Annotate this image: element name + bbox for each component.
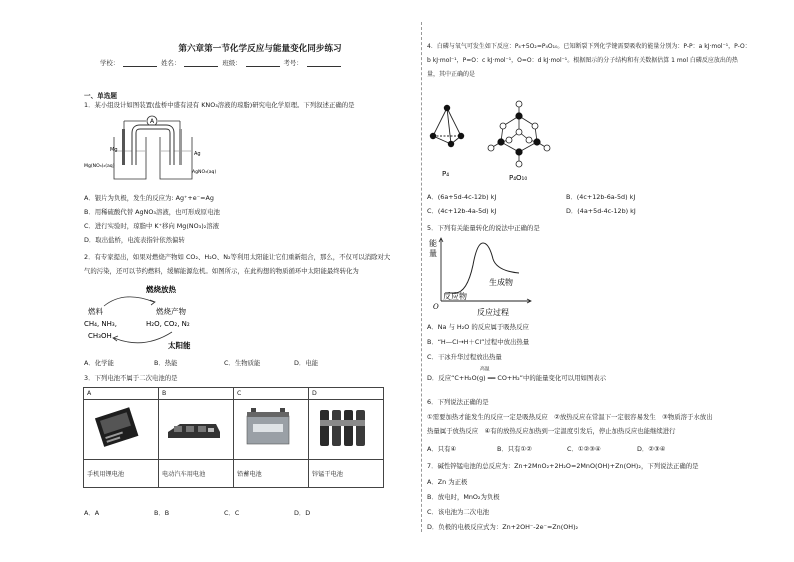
q4-option-c[interactable]: C．(4c+12b-4a-5d) kJ <box>427 207 497 215</box>
q2-option-c[interactable]: C．生物质能 <box>224 359 261 367</box>
q2-option-b[interactable]: B．热能 <box>154 359 178 367</box>
ag-electrode <box>179 129 182 165</box>
q1-option-a[interactable]: A．银片为负极，发生的反应为: Ag⁺+e⁻=Ag <box>84 194 214 202</box>
q7-option-d[interactable]: D．负极的电极反应式为：Zn+2OH⁻-2e⁻=Zn(OH)₂ <box>427 523 579 531</box>
q4-option-a[interactable]: A．(6a+5d-4c-12b) kJ <box>427 193 497 201</box>
q3-image-c <box>234 400 309 460</box>
q3-option-b[interactable]: B．B <box>154 509 170 517</box>
q3-letter-a: A <box>84 388 159 400</box>
q2-stem-line2: 气的污染，还可以节约燃料，缓解能源危机。如图所示，在此构想的物质循环中太阳能最终转化为 <box>84 267 359 275</box>
q6-line2: 热量属于放热反应 ④有的放热反应加热到一定温度引发后，停止加热反应也能继续进行 <box>427 427 676 435</box>
q4-option-b[interactable]: B．(4c+12b-6a-5d) kJ <box>566 193 636 201</box>
q3-letter-d: D <box>309 388 384 400</box>
left-beaker <box>114 137 146 179</box>
product-formula: H₂O, CO₂, N₂ <box>146 320 190 328</box>
q3-option-c[interactable]: C．C <box>224 509 240 517</box>
fuel-formula-1: CH₄, NH₃, <box>84 320 117 328</box>
phone-battery-icon <box>87 402 147 452</box>
right-solution-label: AgNO₃(aq) <box>192 170 217 175</box>
q5-option-c[interactable]: C．干冰升华过程放出热量 <box>427 353 502 361</box>
q7-stem: 7．碱性锌锰电池的总反应为：Zn+2MnO₂+2H₂O=2MnO(OH)+Zn(OH)₂，下列说法正确的是 <box>427 462 699 470</box>
y-axis-label-2: 量 <box>429 249 437 258</box>
q2-options <box>84 358 364 367</box>
q3-image-a <box>84 400 159 460</box>
q1-option-d[interactable]: D．取出盐桥，电流表指针依然偏转 <box>84 236 185 244</box>
lead-acid-battery-icon <box>237 402 297 452</box>
student-info-row <box>100 58 420 67</box>
q6-stem: 6．下列说法正确的是 <box>427 398 489 406</box>
cycle-bottom-label: 太阳能 <box>168 341 191 350</box>
q3-caption-c: 铅蓄电池 <box>234 460 309 488</box>
q6-option-d[interactable]: D．②③④ <box>637 445 666 453</box>
q3-letter-c: C <box>234 388 309 400</box>
reactant-label: 反应物 <box>443 292 467 301</box>
q4-stem-line1: 4．白磷与氧气可发生如下反应：P₄+5O₂=P₄O₁₀。已知断裂下列化学键需要吸收的能量分别为：P-P：a kJ·mol⁻¹，P-O： <box>427 43 751 50</box>
q3-option-a[interactable]: A．A <box>84 509 100 517</box>
ammeter-label: A <box>150 118 155 125</box>
product-label: 生成物 <box>489 278 513 287</box>
q2-stem-line1: 2．有专家提出，如果对燃烧产物如 CO₂、H₂O、N₂等利用太阳能让它们重新组合，那么，不仅可以消除对大 <box>84 253 391 261</box>
q4-option-d[interactable]: D．(4a+5d-4c-12b) kJ <box>566 207 636 215</box>
mg-electrode <box>122 129 125 165</box>
class-blank[interactable] <box>246 60 280 67</box>
origin-label: O <box>433 303 439 311</box>
cycle-top-label: 燃烧放热 <box>146 285 176 294</box>
q1-option-c[interactable]: C．进行实验时，琼脂中 K⁺移向 Mg(NO₃)₂溶液 <box>84 222 220 230</box>
q7-option-a[interactable]: A．Zn 为正极 <box>427 478 468 486</box>
class-label: 班级： <box>222 59 242 67</box>
right-beaker <box>160 137 192 179</box>
exam-label: 考号： <box>283 59 303 67</box>
school-blank[interactable] <box>123 60 157 67</box>
q4-molecule-figure <box>427 90 567 182</box>
q5-condition: 高温 <box>480 367 490 372</box>
p4o10-molecule <box>488 101 550 167</box>
q3-caption-d: 锌锰干电池 <box>309 460 384 488</box>
q2-option-d[interactable]: D．电能 <box>294 359 319 367</box>
q5-option-d[interactable]: D．反应“C+H₂O(g) ══ CO+H₂”中的能量变化可以用如图表示 <box>427 374 607 382</box>
product-label: 燃烧产物 <box>156 307 186 316</box>
mg-label: Mg <box>110 147 118 153</box>
q3-stem: 3．下列电池不属于二次电池的是 <box>84 374 178 382</box>
school-label: 学校： <box>100 59 120 67</box>
left-solution-label: Mg(NO₃)₂(aq) <box>84 164 115 169</box>
q3-image-d <box>309 400 384 460</box>
q1-option-b[interactable]: B．用稀硫酸代替 AgNO₃溶液，也可形成原电池 <box>84 208 220 216</box>
y-axis-label-1: 能 <box>429 239 437 248</box>
ev-battery-icon <box>162 402 222 452</box>
name-blank[interactable] <box>184 60 218 67</box>
p4o10-label: P₄O₁₀ <box>509 174 528 182</box>
q3-caption-a: 手机用锂电池 <box>84 460 159 488</box>
section-heading: 一、单选题 <box>84 92 117 100</box>
q3-battery-table <box>83 387 384 488</box>
exam-blank[interactable] <box>307 60 341 67</box>
q1-galvanic-cell-figure <box>84 115 224 187</box>
q7-option-c[interactable]: C．该电池为二次电池 <box>427 508 489 516</box>
q5-energy-diagram <box>427 235 537 317</box>
column-divider <box>421 22 422 532</box>
q7-option-b[interactable]: B．放电时，MnO₂为负极 <box>427 493 500 501</box>
p4-molecule <box>430 105 464 147</box>
q6-option-a[interactable]: A．只有④ <box>427 445 457 453</box>
q5-option-b[interactable]: B．“H—Cl→H＋Cl”过程中放出热量 <box>427 338 530 346</box>
x-axis-label: 反应过程 <box>477 308 509 317</box>
q3-option-d[interactable]: D．D <box>294 509 311 517</box>
q6-option-b[interactable]: B．只有①② <box>497 445 533 453</box>
q5-stem: 5．下列有关能量转化的说法中正确的是 <box>427 224 540 232</box>
q1-stem: 1．某小组设计如图装置(盐桥中盛有浸有 KNO₃溶液的琼脂)研究电化学原理。下列叙述正确的是 <box>84 101 355 109</box>
q5-option-a[interactable]: A．Na 与 H₂O 的反应属于吸热反应 <box>427 323 529 331</box>
p4-label: P₄ <box>442 170 450 178</box>
name-label: 姓名： <box>161 59 181 67</box>
ag-label: Ag <box>194 151 201 157</box>
q6-option-c[interactable]: C．①②③④ <box>567 445 601 453</box>
fuel-formula-2: CH₃OH <box>88 332 112 340</box>
q3-letter-b: B <box>159 388 234 400</box>
salt-bridge <box>134 127 172 165</box>
q3-options <box>84 508 364 517</box>
paper-title: 第六章第一节化学反应与能量变化同步练习 <box>178 44 342 54</box>
q4-stem-line3: 量，其中正确的是 <box>427 71 476 78</box>
q3-image-b <box>159 400 234 460</box>
q4-stem-line2: b kJ·mol⁻¹，P=O：c kJ·mol⁻¹，O=O：d kJ·mol⁻¹。根据图示的分子结构和有关数据估算 1 mol 白磷反应放出的热 <box>427 57 738 64</box>
q3-caption-b: 电动汽车用电池 <box>159 460 234 488</box>
q6-line1: ①需要加热才能发生的反应一定是吸热反应 ②放热反应在常温下一定很容易发生 ③物质溶于水放出 <box>427 413 713 421</box>
q2-energy-cycle-figure <box>84 280 224 352</box>
dry-cell-battery-icon <box>312 402 372 452</box>
q6-options <box>427 444 707 453</box>
q2-option-a[interactable]: A．化学能 <box>84 359 114 367</box>
fuel-label: 燃料 <box>88 307 103 316</box>
